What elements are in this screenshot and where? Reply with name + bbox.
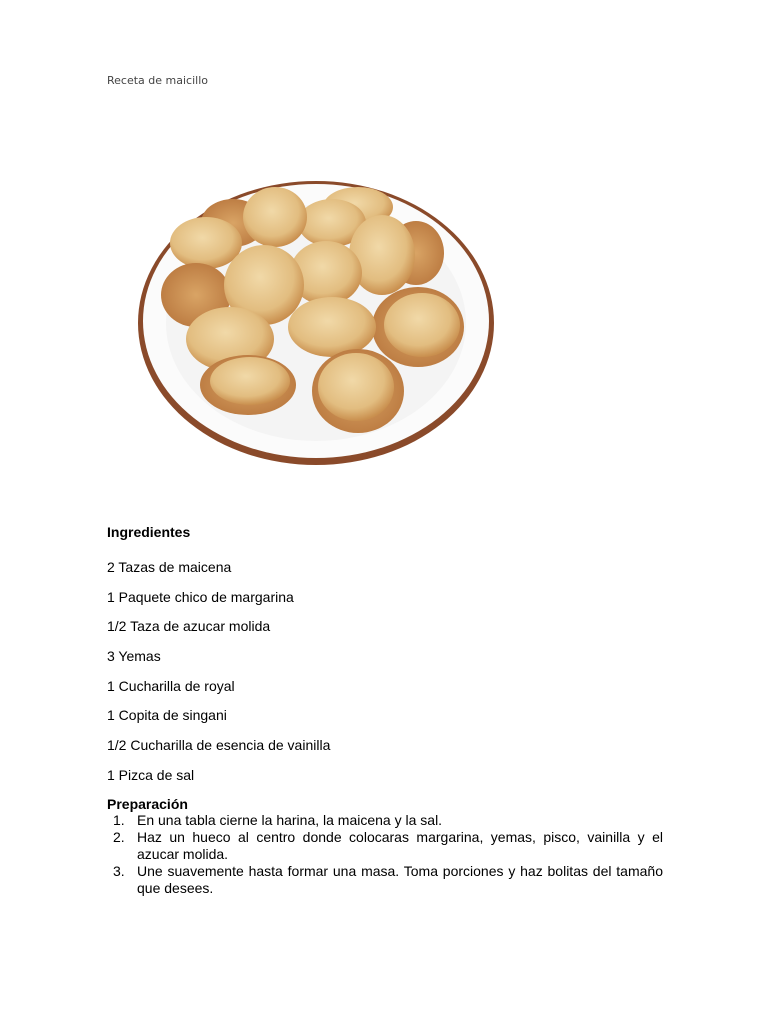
step-number: 1.	[113, 812, 125, 828]
step-number: 3.	[113, 863, 125, 879]
ingredient-item: 1 Copita de singani	[107, 707, 227, 723]
ingredient-item: 1 Paquete chico de margarina	[107, 589, 294, 605]
ingredient-item: 1 Pizca de sal	[107, 767, 195, 783]
ingredient-item: 1/2 Taza de azucar molida	[107, 618, 271, 634]
preparation-step	[107, 829, 663, 863]
step-number: 2.	[113, 829, 125, 845]
preparation-heading: Preparación	[107, 796, 188, 812]
ingredient-item: 1/2 Cucharilla de esencia de vainilla	[107, 737, 331, 753]
ingredients-heading: Ingredientes	[107, 524, 191, 540]
ingredient-item: 1 Cucharilla de royal	[107, 678, 235, 694]
ingredient-item: 2 Tazas de maicena	[107, 559, 232, 575]
step-text: Haz un hueco al centro donde colocaras margarina, yemas, pisco, vainilla y el azucar molida.	[137, 829, 663, 862]
cookie-plate-image	[138, 165, 518, 485]
ingredient-item: 3 Yemas	[107, 648, 161, 664]
step-text: En una tabla cierne la harina, la maicena y la sal.	[137, 812, 443, 828]
preparation-step	[107, 863, 663, 897]
preparation-step	[107, 812, 663, 829]
preparation-steps	[107, 812, 663, 897]
step-text: Une suavemente hasta formar una masa. Toma porciones y haz bolitas del tamaño que desees.	[137, 863, 663, 896]
document-title: Receta de maicillo	[107, 74, 208, 87]
